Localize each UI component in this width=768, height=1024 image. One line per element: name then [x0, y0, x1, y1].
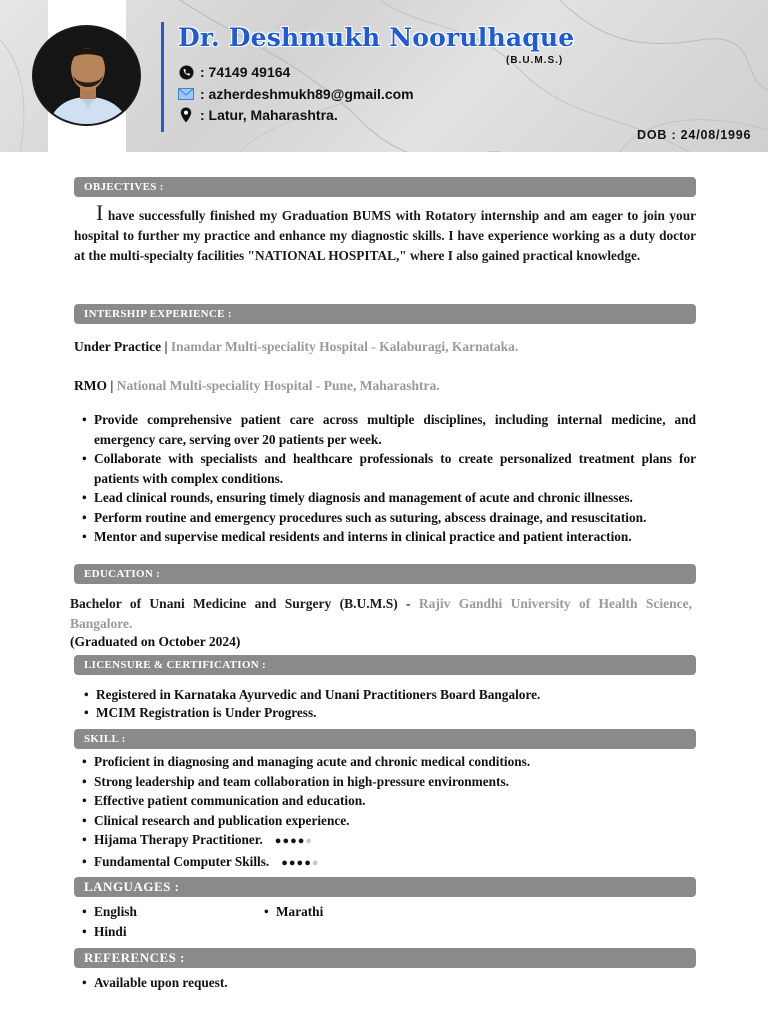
languages-list-right [258, 902, 438, 922]
phone-text: : 74149 49164 [200, 64, 291, 80]
list-item: • English [76, 902, 256, 922]
section-skill: SKILL : [74, 729, 696, 749]
degree-name: Bachelor of Unani Medicine and Surgery (B.U.M.S) - [70, 596, 411, 611]
list-item: • Effective patient communication and education. [76, 791, 696, 811]
skill-computer: Fundamental Computer Skills. [94, 853, 270, 869]
licensure-list [78, 686, 698, 722]
internship-duties [76, 410, 696, 547]
list-item: • Strong leadership and team collaboration in high-pressure environments. [76, 772, 696, 792]
mail-icon [178, 86, 194, 102]
rating-dots [275, 835, 313, 847]
section-education: EDUCATION : [74, 564, 696, 584]
rating-dot-empty: ● [305, 835, 314, 847]
objectives-dropcap: I [96, 200, 104, 225]
rating-dot-filled: ● [297, 835, 306, 847]
rating-dot-filled: ● [290, 835, 298, 847]
candidate-name: Dr. Deshmukh Noorulhaque [178, 23, 575, 52]
list-item: • Available upon request. [76, 973, 696, 993]
list-item: • Marathi [258, 902, 438, 922]
list-item: • MCIM Registration is Under Progress. [78, 704, 698, 722]
position-role: RMO | [74, 378, 114, 393]
list-item: • Proficient in diagnosing and managing acute and chronic medical conditions. [76, 752, 696, 772]
location-pin-icon [178, 107, 194, 123]
skill-hijama: Hijama Therapy Practitioner. [94, 832, 263, 847]
candidate-degree: (B.U.M.S.) [506, 55, 564, 66]
rating-dot-empty: ● [311, 856, 320, 869]
contact-location [178, 106, 338, 124]
rating-dot-filled: ● [304, 856, 312, 869]
rating-dot-filled: ● [281, 856, 289, 869]
list-item: • Hindi [76, 922, 256, 942]
position-place: National Multi-speciality Hospital - Pune, Maharashtra. [116, 378, 440, 393]
education-degree [70, 594, 692, 634]
objectives-body: have successfully finished my Graduation BUMS with Rotatory internship and am eager to join your hospital to further my practice and enhance my diagnostic skills. I have experience working as a duty doctor at the multi-specialty facilities "NATIONAL HOSPITAL," where I also gained practical knowledge. [74, 208, 696, 263]
degree-university: Rajiv Gandhi University of Health Science, Bangalore. [70, 596, 693, 631]
skill-list [76, 752, 696, 873]
section-internship: INTERSHIP EXPERIENCE : [74, 304, 696, 324]
position-under-practice [74, 339, 518, 355]
phone-icon [178, 64, 194, 80]
graduation-date: (Graduated on October 2024) [70, 634, 241, 649]
list-item: • Provide comprehensive patient care across multiple disciplines, including internal medicine, and emergency care, serving over 20 patients per week. [76, 410, 696, 449]
contact-email [178, 85, 414, 103]
email-text: : azherdeshmukh89@gmail.com [200, 86, 414, 102]
list-item: • Clinical research and publication experience. [76, 811, 696, 831]
position-rmo [74, 378, 440, 394]
contact-phone [178, 63, 290, 81]
list-item [76, 830, 696, 852]
rating-dots [281, 857, 319, 869]
position-place: Inamdar Multi-speciality Hospital - Kalaburagi, Karnataka. [170, 339, 519, 354]
header-divider [161, 22, 164, 132]
section-references: REFERENCES : [74, 948, 696, 968]
list-item: • Lead clinical rounds, ensuring timely diagnosis and management of acute and chronic illnesses. [76, 488, 696, 508]
date-of-birth: DOB : 24/08/1996 [637, 128, 752, 142]
resume-header [0, 0, 768, 152]
list-item: • Mentor and supervise medical residents and interns in clinical practice and patient interaction. [76, 527, 696, 547]
rating-dot-filled: ● [282, 835, 291, 847]
list-item: • Collaborate with specialists and healthcare professionals to create personalized treatment plans for patients with complex conditions. [76, 449, 696, 488]
rating-dot-filled: ● [288, 856, 297, 869]
section-licensure: LICENSURE & CERTIFICATION : [74, 655, 696, 675]
list-item [76, 852, 696, 874]
section-languages: LANGUAGES : [74, 877, 696, 897]
rating-dot-filled: ● [296, 856, 305, 869]
rating-dot-filled: ● [274, 835, 283, 847]
profile-photo [32, 25, 141, 126]
location-text: : Latur, Maharashtra. [200, 107, 338, 123]
objectives-text [74, 200, 696, 266]
list-item: • Registered in Karnataka Ayurvedic and Unani Practitioners Board Bangalore. [78, 686, 698, 704]
section-objectives: OBJECTIVES : [74, 177, 696, 197]
list-item: • Perform routine and emergency procedures such as suturing, abscess drainage, and resuscitation. [76, 508, 696, 528]
languages-list-left [76, 902, 256, 941]
references-list [76, 973, 696, 993]
position-role: Under Practice | [74, 339, 168, 354]
